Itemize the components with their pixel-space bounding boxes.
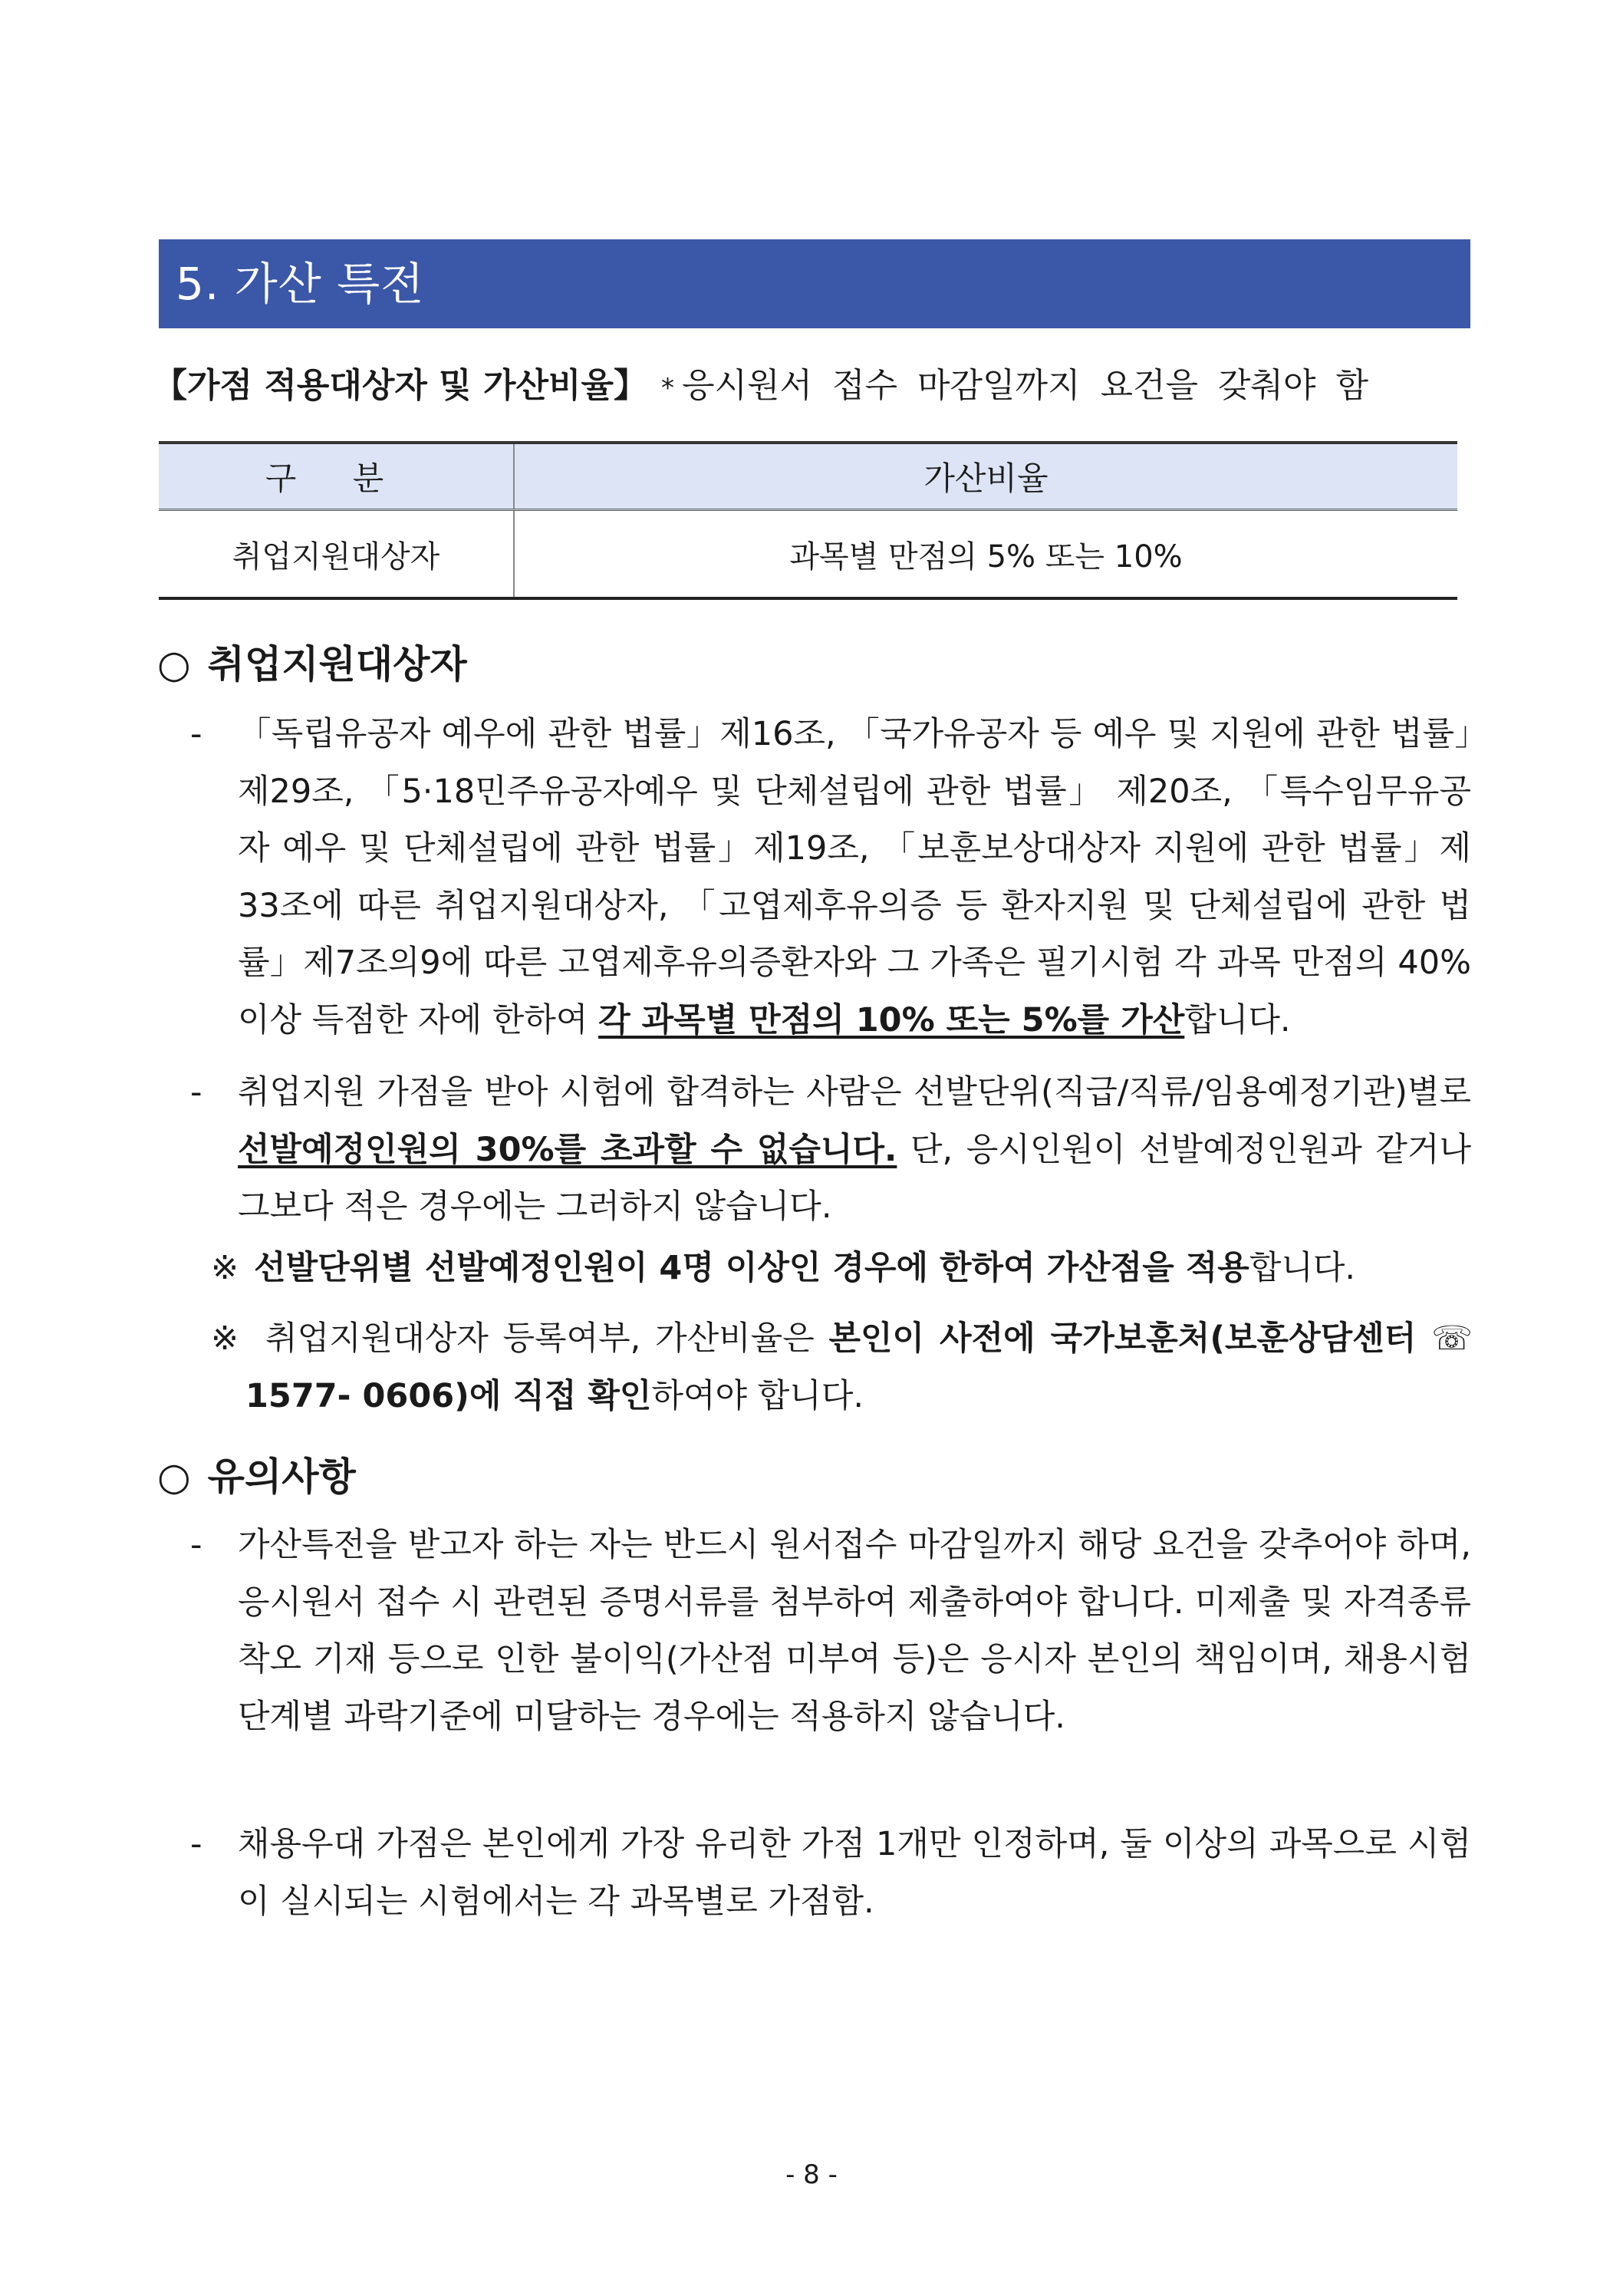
section1-item2-emphasis: 선발예정인원의 30%를 초과할 수 없습니다. xyxy=(238,1130,897,1169)
table-cell-category: 취업지원대상자 xyxy=(159,510,514,599)
section-title-bar xyxy=(159,239,1470,328)
bonus-heading-note: 응시원서 접수 마감일까지 요건을 갖춰야 함 xyxy=(682,366,1369,405)
section1-note2 xyxy=(211,1310,1473,1425)
section1-heading xyxy=(157,634,467,689)
section1-item1-emphasis: 각 과목별 만점의 10% 또는 5%를 가산 xyxy=(598,1000,1185,1039)
section1-note2-bold: 본인이 사전에 국가보훈처(보훈상담센터 ☏ 1577- 0606)에 직접 확인 xyxy=(245,1319,1473,1415)
section1-note2-text: 취업지원대상자 등록여부, 가산비율은 xyxy=(265,1319,829,1358)
bonus-heading xyxy=(153,357,1480,407)
section1-item2 xyxy=(190,1064,1471,1236)
section1-note1-bold: 선발단위별 선발예정인원이 4명 이상인 경우에 한하여 가산점을 적용 xyxy=(254,1249,1249,1287)
circle-bullet-icon: ○ xyxy=(157,642,191,687)
section2-item1 xyxy=(190,1517,1471,1745)
asterisk-mark: * xyxy=(661,373,675,404)
section1-item1-text: 「독립유공자 예우에 관한 법률」제16조, 「국가유공자 등 예우 및 지원에 관한 법률」제29조, 「5⋅18민주유공자예우 및 단체설립에 관한 법률」 제20조, 「특수임무유공자 예우 및 단체설립에 관한 법률」제19조, 「보훈보상대상자 지원에 관한 법률」제33조에 따른 취업지원대상자, 「고엽제후유의증 등 환자지원 및 단체설립에 관한 법률」제7조의9에 따른 고엽제후유의증환자와 그 가족은 필기시험 각 과목 만점의 40% 이상 득점한 자에 한하여 xyxy=(238,715,1471,1039)
section1-item1-tail: 합니다. xyxy=(1184,1000,1291,1039)
table-row xyxy=(159,510,1457,599)
bonus-heading-title: 【가점 적용대상자 및 가산비율】 xyxy=(153,366,648,405)
section2-item1-text: 가산특전을 받고자 하는 자는 반드시 원서접수 마감일까지 해당 요건을 갖추어야 하며, 응시원서 접수 시 관련된 증명서류를 첨부하여 제출하여야 합니다. 미제출 및 자격종류 착오 기재 등으로 인한 불이익(가산점 미부여 등)은 응시자 본인의 책임이며, 채용시험 단계별 과락기준에 미달하는 경우에는 적용하지 않습니다. xyxy=(238,1526,1471,1736)
dash-bullet: - xyxy=(190,1073,202,1112)
section1-note1-tail: 합니다. xyxy=(1249,1249,1356,1287)
dash-bullet: - xyxy=(190,1825,202,1863)
section2-item2-text: 채용우대 가점은 본인에게 가장 유리한 가점 1개만 인정하며, 둘 이상의 과목으로 시험이 실시되는 시험에서는 각 과목별로 가점함. xyxy=(238,1825,1471,1921)
section2-heading xyxy=(157,1446,356,1501)
section1-title: 취업지원대상자 xyxy=(207,642,467,687)
section1-note1 xyxy=(211,1240,1477,1297)
table-header-row xyxy=(159,443,1457,510)
dash-bullet: - xyxy=(190,715,202,753)
section1-item1 xyxy=(190,706,1471,1049)
table-cell-rate: 과목별 만점의 5% 또는 10% xyxy=(514,510,1457,599)
reference-mark: ※ xyxy=(211,1319,243,1358)
section1-note2-tail: 하여야 합니다. xyxy=(651,1376,864,1415)
section-title: 5. 가산 특전 xyxy=(176,258,425,310)
table-header-rate: 가산비율 xyxy=(514,443,1457,510)
table-header-category: 구 분 xyxy=(159,443,514,510)
bonus-rate-table xyxy=(159,441,1457,600)
page-number: - 8 - xyxy=(785,2159,838,2190)
section1-item2-text: 취업지원 가점을 받아 시험에 합격하는 사람은 선발단위(직급/직류/임용예정기관)별로 xyxy=(238,1073,1471,1112)
section2-title: 유의사항 xyxy=(207,1454,356,1499)
section1-item2-tail: 단, 응시인원이 선발예정인원과 같거나 그보다 적은 경우에는 그러하지 않습니다. xyxy=(238,1130,1472,1226)
circle-bullet-icon: ○ xyxy=(157,1454,191,1499)
reference-mark: ※ xyxy=(211,1249,239,1287)
section2-item2 xyxy=(190,1816,1471,1930)
dash-bullet: - xyxy=(190,1526,202,1564)
